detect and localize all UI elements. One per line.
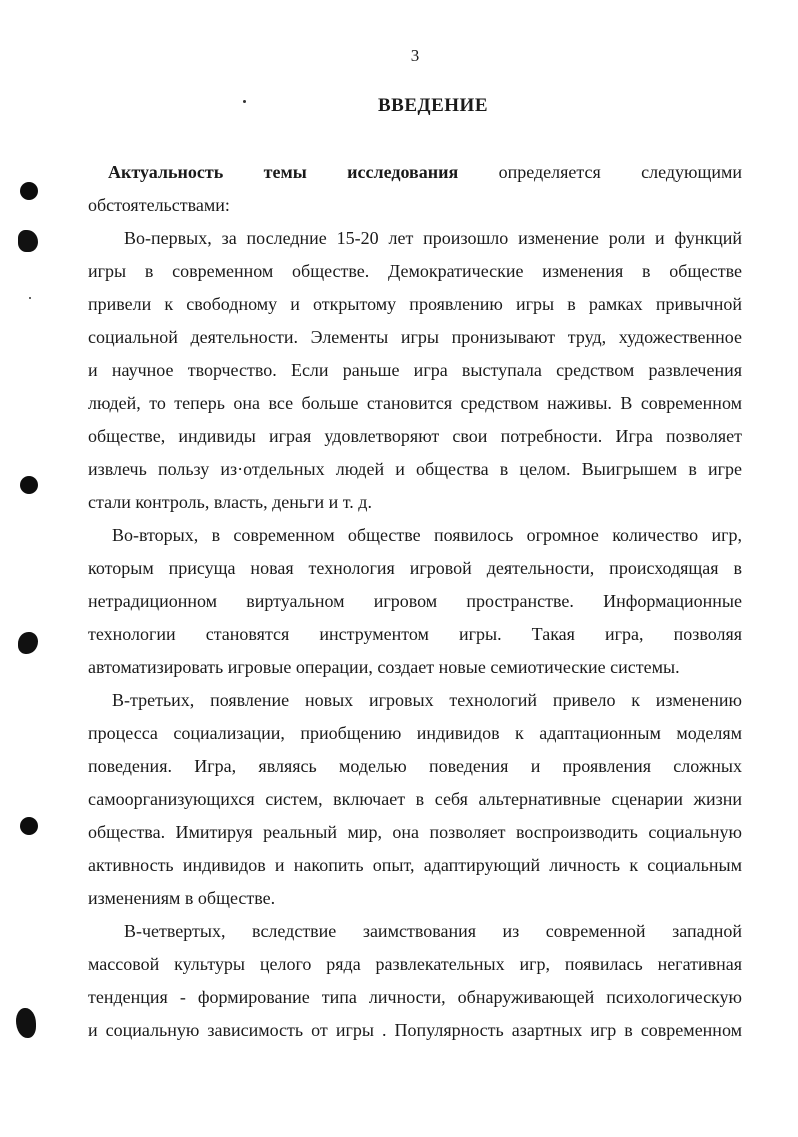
text-line: Во-вторых, в современном обществе появилось огромное количество игр,	[112, 525, 742, 545]
text-line: активность индивидов и накопить опыт, адаптирующий личность к социальным	[88, 855, 742, 875]
binder-hole	[20, 476, 38, 494]
page-number: 3	[410, 46, 420, 65]
text-line: и научное творчество. Если раньше игра выступала средством развлечения	[88, 360, 742, 380]
text-line: самоорганизующихся систем, включает в себя альтернативные сценарии жизни	[88, 789, 742, 809]
text-line: процесса социализации, приобщению индивидов к адаптационным моделям	[88, 723, 742, 743]
lead-line	[108, 161, 742, 183]
scan-speck	[29, 297, 31, 299]
page-title: ВВЕДЕНИЕ	[378, 95, 488, 116]
ink-blot	[18, 230, 38, 252]
text-line: технологии становятся инструментом игры. Такая игра, позволяя	[88, 624, 742, 644]
text-line: автоматизировать игровые операции, создает новые семиотические системы.	[88, 657, 680, 677]
text-line: Во-первых, за последние 15-20 лет произошло изменение роли и функций	[124, 228, 742, 248]
binder-hole	[20, 817, 38, 835]
text-line: которым присуща новая технология игровой деятельности, происходящая в	[88, 558, 742, 578]
text-line: общества. Имитируя реальный мир, она позволяет воспроизводить социальную	[88, 822, 742, 842]
binder-hole	[20, 182, 38, 200]
text-line: В-третьих, появление новых игровых технологий привело к изменению	[112, 690, 742, 710]
lead-word: исследования	[347, 162, 459, 182]
lead-word: следующими	[641, 162, 743, 182]
lead-word: темы	[263, 162, 307, 182]
lead-word: Актуальность	[108, 162, 224, 182]
text-line: поведения. Игра, являясь моделью поведения и проявления сложных	[88, 756, 742, 776]
text-line: и социальную зависимость от игры . Популярность азартных игр в современном	[88, 1020, 742, 1040]
text-line: стали контроль, власть, деньги и т. д.	[88, 492, 372, 512]
text-line: В-четвертых, вследствие заимствования из современной западной	[124, 921, 742, 941]
text-line: извлечь пользу из·отдельных людей и общества в целом. Выигрышем в игре	[88, 459, 742, 479]
lead-word: определяется	[498, 162, 601, 182]
text-line: игры в современном обществе. Демократические изменения в обществе	[88, 261, 742, 281]
text-line: массовой культуры целого ряда развлекательных игр, появилась негативная	[88, 954, 742, 974]
text-line: изменениям в обществе.	[88, 888, 276, 908]
text-line: обществе, индивиды играя удовлетворяют свои потребности. Игра позволяет	[88, 426, 742, 446]
text-line: тенденция - формирование типа личности, обнаруживающей психологическую	[88, 987, 742, 1007]
text-line: привели к свободному и открытому проявлению игры в рамках привычной	[88, 294, 742, 314]
scan-speck	[243, 100, 246, 103]
ink-blot	[18, 632, 38, 654]
text-line: социальной деятельности. Элементы игры пронизывают труд, художественное	[88, 327, 742, 347]
text-line: людей, то теперь она все больше становится средством наживы. В современном	[88, 393, 742, 413]
text-line: обстоятельствами:	[88, 195, 230, 215]
text-line: нетрадиционном виртуальном игровом пространстве. Информационные	[88, 591, 742, 611]
ink-blot	[16, 1008, 36, 1038]
